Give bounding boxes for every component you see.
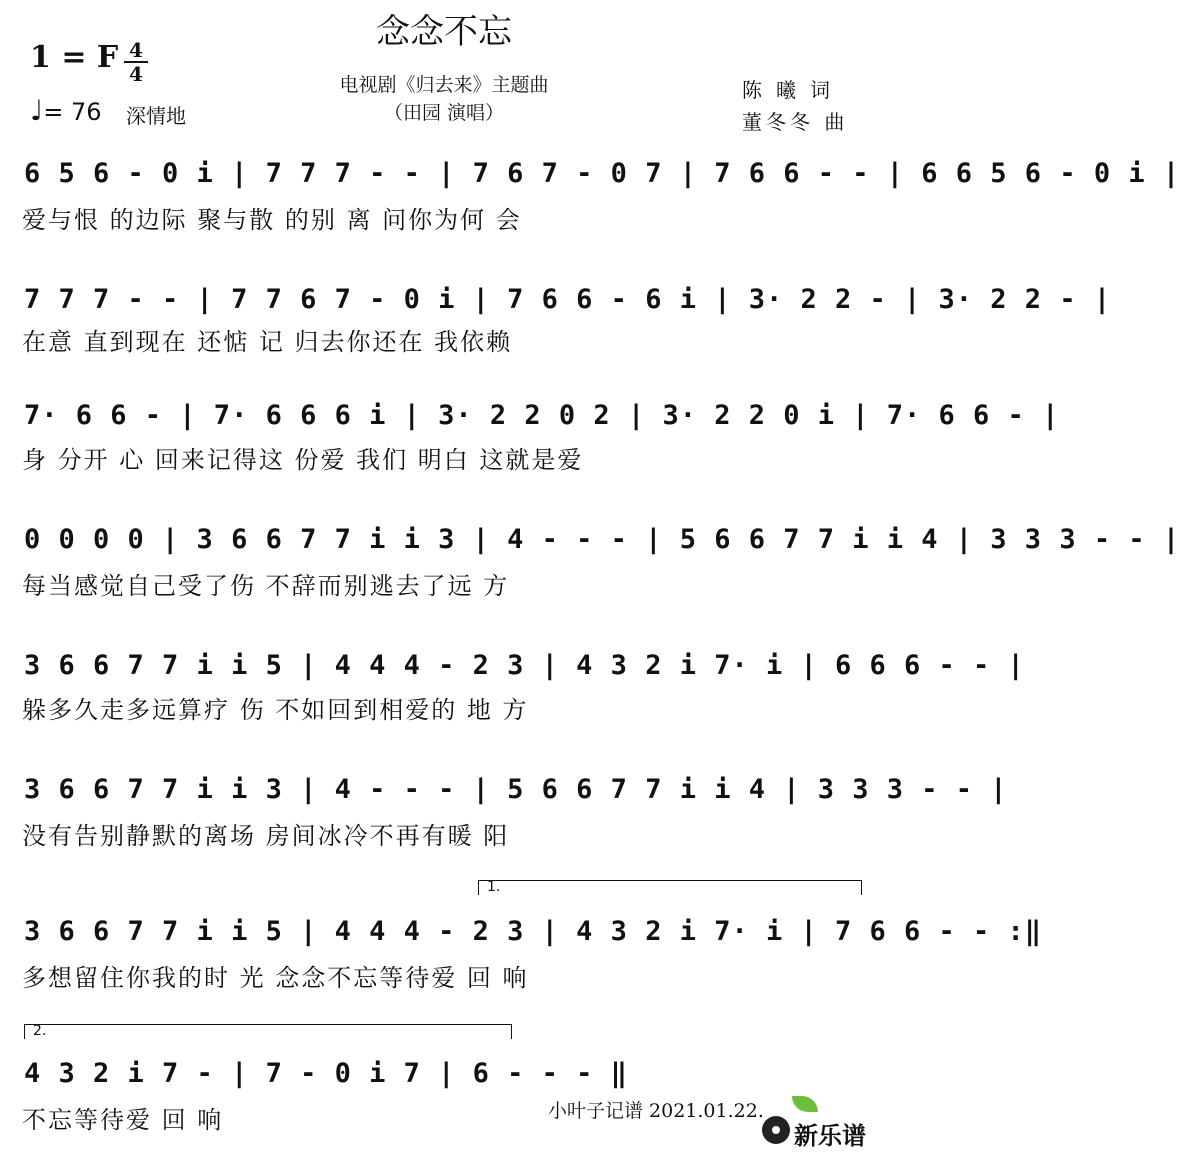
lyrics-row-3: 身 分开 心 回来记得这 份爱 我们 明白 这就是爱 [22,446,584,474]
composer-credit: 董冬冬 曲 [742,110,849,134]
second-ending-label: 2. [33,1023,47,1039]
lyrics-row-5: 躲多久走多远算疗 伤 不如回到相爱的 地 方 [22,696,529,724]
transcriber-credit: 小叶子记谱 2021.01.22. [548,1100,764,1122]
notation-row-5: 3 6 6 7 7 i i 5 | 4 4 4 - 2 3 | 4 3 2 i 7· i | 6 6 6 - - | [24,650,1025,681]
leaf-icon [792,1096,818,1112]
lyrics-row-2: 在意 直到现在 还惦 记 归去你还在 我依赖 [22,328,513,356]
lyrics-row-8: 不忘等待爱 回 响 [22,1106,224,1134]
notation-row-8: 4 3 2 i 7 - | 7 - 0 i 7 | 6 - - - ‖ [24,1058,628,1089]
notation-row-3: 7· 6 6 - | 7· 6 6 6 i | 3· 2 2 0 2 | 3· 2 2 0 i | 7· 6 6 - | [24,400,1060,431]
lyrics-row-7: 多想留住你我的时 光 念念不忘等待爱 回 响 [22,964,529,992]
singer-credit: （田园 演唱） [383,102,505,124]
tempo-value: = 76 [43,98,102,126]
logo-text: 新乐谱 [794,1122,866,1150]
first-ending-label: 1. [487,879,501,895]
key-signature: 1 = F [30,40,119,75]
notation-row-1: 6 5 6 - 0 i | 7 7 7 - - | 7 6 7 - 0 7 | 7 6 6 - - | 6 6 5 6 - 0 i | [24,158,1180,189]
quarter-note-icon: ♩ [30,94,44,127]
vinyl-disc-icon [762,1116,790,1144]
song-title: 念念不忘 [376,12,512,52]
lyrics-row-4: 每当感觉自己受了伤 不辞而别逃去了远 方 [22,572,510,600]
notation-row-2: 7 7 7 - - | 7 7 6 7 - 0 i | 7 6 6 - 6 i | 3· 2 2 - | 3· 2 2 - | [24,284,1112,315]
subtitle: 电视剧《归去来》主题曲 [339,74,549,96]
expression-marking: 深情地 [126,104,186,128]
notation-row-4: 0 0 0 0 | 3 6 6 7 7 i i 3 | 4 - - - | 5 6 6 7 7 i i 4 | 3 3 3 - - | [24,524,1180,555]
meter-bottom: 4 [129,62,143,86]
site-logo [762,1112,882,1152]
notation-row-6: 3 6 6 7 7 i i 3 | 4 - - - | 5 6 6 7 7 i i 4 | 3 3 3 - - | [24,774,1008,805]
meter-top: 4 [129,38,143,62]
second-ending-bracket [24,1024,512,1039]
lyrics-row-1: 爱与恨 的边际 聚与散 的别 离 问你为何 会 [22,206,522,234]
first-ending-bracket [478,880,862,895]
notation-row-7: 3 6 6 7 7 i i 5 | 4 4 4 - 2 3 | 4 3 2 i 7· i | 7 6 6 - - :‖ [24,916,1043,947]
lyricist-credit: 陈曦词 [742,78,844,102]
lyrics-row-6: 没有告别静默的离场 房间冰冷不再有暖 阳 [22,822,510,850]
